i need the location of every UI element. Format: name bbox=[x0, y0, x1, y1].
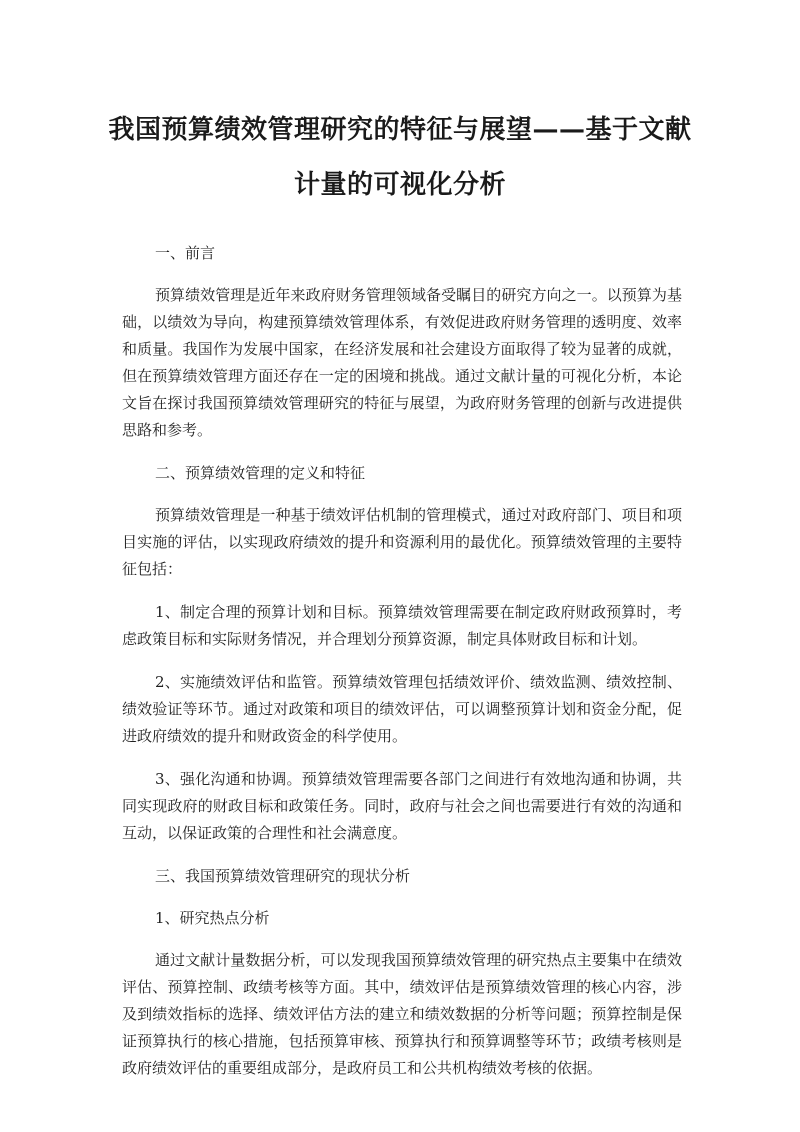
section-heading: 二、预算绩效管理的定义和特征 bbox=[155, 464, 366, 482]
section-heading: 一、前言 bbox=[155, 244, 216, 262]
paragraph: 3、强化沟通和协调。预算绩效管理需要各部门之间进行有效地沟通和协调，共同实现政府的财政目标和政策任务。同时，政府与社会之间也需要进行有效的沟通和互动，以保证政策的合理性和社会满意度。 bbox=[122, 770, 682, 842]
section-heading: 三、我国预算绩效管理研究的现状分析 bbox=[155, 867, 411, 885]
paragraph: 2、实施绩效评估和监管。预算绩效管理包括绩效评价、绩效监测、绩效控制、绩效验证等环节。通过对政策和项目的绩效评估，可以调整预算计划和资金分配，促进政府绩效的提升和财政资金的科学使用。 bbox=[122, 673, 682, 745]
document-title-line-2: 计量的可视化分析 bbox=[293, 170, 506, 200]
paragraph: 1、制定合理的预算计划和目标。预算绩效管理需要在制定政府财政预算时，考虑政策目标和实际财务情况，并合理划分预算资源，制定具体财政目标和计划。 bbox=[122, 603, 682, 648]
document-body bbox=[122, 240, 682, 1098]
document-title-line-1: 我国预算绩效管理研究的特征与展望——基于文献 bbox=[108, 115, 692, 145]
paragraph: 预算绩效管理是近年来政府财务管理领域备受瞩目的研究方向之一。以预算为基础，以绩效为导向，构建预算绩效管理体系，有效促进政府财务管理的透明度、效率和质量。我国作为发展中国家，在经济发展和社会建设方面取得了较为显著的成就，但在预算绩效管理方面还存在一定的困境和挑战。通过文献计量的可视化分析，本论文旨在探讨我国预算绩效管理研究的特征与展望，为政府财务管理的创新与改进提供思路和参考。 bbox=[122, 286, 682, 439]
paragraph: 预算绩效管理是一种基于绩效评估机制的管理模式，通过对政府部门、项目和项目实施的评估，以实现政府绩效的提升和资源利用的最优化。预算绩效管理的主要特征包括： bbox=[122, 506, 682, 578]
subsection-heading: 1、研究热点分析 bbox=[155, 909, 270, 927]
paragraph: 通过文献计量数据分析，可以发现我国预算绩效管理的研究热点主要集中在绩效评估、预算控制、政绩考核等方面。其中，绩效评估是预算绩效管理的核心内容，涉及到绩效指标的选择、绩效评估方法的建立和绩效数据的分析等问题；预算控制是保证预算执行的核心措施，包括预算审核、预算执行和预算调整等环节；政绩考核则是政府绩效评估的重要组成部分，是政府员工和公共机构绩效考核的依据。 bbox=[122, 951, 682, 1077]
